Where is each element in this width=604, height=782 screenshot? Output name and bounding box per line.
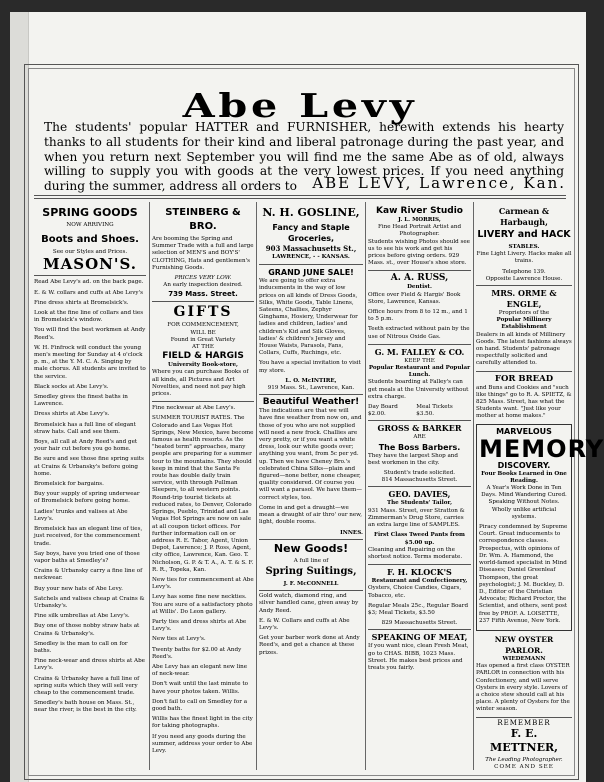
suitings-pre: A full line of: [293, 557, 329, 564]
local-item: Buy your supply of spring underwear of Bromelsick before going home.: [34, 491, 140, 505]
column-3: [259, 206, 363, 772]
ad-divider: [368, 564, 471, 565]
local-item: Buy your new hats of Abe Levy.: [34, 585, 123, 592]
june-sale-address: 919 Mass. St., Lawrence, Kan.: [267, 385, 355, 392]
ad-divider: [368, 344, 471, 345]
memory-marvelous: MARVELOUS: [496, 426, 552, 436]
bread-title: FOR BREAD: [494, 373, 554, 384]
memory-headline: MEMORY: [479, 434, 604, 463]
klock-body: Oysters, Choice Candies, Cigars, Tobacco, etc.: [368, 585, 462, 599]
engle-prop: Proprietors of the: [498, 310, 550, 317]
local-item: Say boys, have you tried one of those vapor baths at Smedley's?: [34, 550, 140, 564]
kaw-river-title: Kaw River Studio: [376, 206, 463, 216]
remember-label: REMEMBER: [497, 718, 551, 727]
klock-address: 829 Massachusetts Street.: [381, 620, 458, 627]
mettner-come: COME AND SEE: [494, 763, 554, 770]
local-item: Ladies' trunks and valises at Abe Levy's.: [34, 508, 128, 522]
local-item: Satchels and valises cheap at Crains & Urbansky's.: [34, 595, 145, 609]
local-item: Levy has some fine new neckties. You are sure of a satisfactory photo at Willis'. Do Leon gallery.: [152, 594, 253, 615]
local-item: Fine dress shirts at Bromelsick's.: [34, 299, 129, 306]
ad-divider: [259, 394, 363, 395]
russ-teeth: Teeth extracted without pain by the use of Nitrous Oxide Gas.: [368, 326, 470, 340]
ad-divider: [34, 275, 146, 276]
local-item: Bromelsick has a full line of elegant straw hats. Call and see them.: [34, 421, 136, 435]
spring-goods-title: SPRING GOODS: [42, 206, 138, 219]
newspaper-page: [10, 12, 604, 782]
local-item: Don't wait until the last minute to have your photos taken. Willis.: [152, 681, 248, 695]
steinberg-prices: PRICES VERY LOW.: [174, 275, 232, 282]
russ-title: A. A. RUSS,: [390, 273, 449, 284]
column-divider: [149, 202, 150, 770]
kaw-river-owner: J. L. MORRIS,: [398, 217, 441, 223]
steinberg-title: STEINBERG & BRO.: [165, 207, 241, 232]
local-item: Look at the fine line of collars and ties in Bromelsick's window.: [34, 310, 144, 324]
falley-keep: KEEP THE: [404, 357, 435, 364]
meat-title: SPEAKING OF MEAT,: [371, 632, 468, 643]
local-item: Smedley is the man to call on for baths.: [34, 640, 128, 654]
gross-trade: Student's trade solicited.: [383, 470, 456, 477]
local-item: Twenty baths for $2.00 at Andy Reed's.: [152, 646, 242, 660]
june-sale-title: GRAND JUNE SALE!: [268, 268, 354, 278]
weather-body2: Come in and get a draught—we mean a draught of air thro' our new, light, double rooms.: [259, 504, 363, 526]
local-item: New ties for commencement at Abe Levy's.: [152, 576, 254, 591]
boots-shoes-title: Boots and Shoes.: [41, 234, 139, 246]
ad-divider: [368, 486, 471, 487]
memory-ad: [476, 424, 604, 631]
local-item: Willis has the finest light in the city for taking photographs.: [152, 716, 253, 730]
local-item: If you need any goods during the summer, address your order to Abe Levy.: [152, 733, 253, 754]
memory-discovery: DISCOVERY.: [497, 460, 551, 470]
ad-divider: [152, 401, 254, 402]
styles-line: See our Styles and Prices.: [52, 249, 128, 256]
russ-dentist: Dentist.: [407, 284, 432, 291]
local-item: Crains & Urbansky have a full line of spring suits which they will sell very cheap to the commencement trade.: [34, 675, 140, 696]
livery-body: Fine Light Livery. Hacks make all trains.: [476, 251, 572, 265]
gosline-title2: Fancy and Staple Groceries,: [272, 223, 350, 243]
local-item: Party ties and dress shirts at Abe Levy's.: [152, 618, 247, 633]
bread-body: and Buns and Cookies and "such like things" go to R. A. SPIETZ, & 825 Mass. Street, has what the Students want. "Just like your mother at home makes.": [476, 384, 572, 420]
intro-paragraph: The students' popular HATTER and FURNISHER, herewith extends his hearty thanks to all students for their kind and liberal patronage during the past year, and when you return next September you will find me the same Abe as of old, always willing to supply you with goods at the very lowest prices. If you need anything during the summer, address all orders to: [44, 120, 564, 194]
gifts-title: GIFTS: [173, 304, 233, 321]
livery-title: LIVERY and HACK: [477, 229, 571, 240]
livery-location: Opposite Lawrence House.: [485, 275, 563, 282]
local-item: Boys, all call at Andy Reed's and get your hair cut before you go home.: [34, 439, 138, 453]
local-item: New ties at Levy's.: [152, 636, 206, 643]
ad-divider: [368, 420, 471, 421]
local-item: W. H. Finfrock will conduct the young men's meeting for Sunday at 4 o'clock p. m., at the Y. M. C. A. Singing by male chorus. All students are invited to the service.: [34, 344, 146, 380]
column-divider: [365, 202, 366, 770]
memory-body: Piracy condemned by Supreme Court. Great inducements to correspondence classes. Prospectus, with opinions of Dr. Wm. A. Hammond, the world-famed specialist in Mind Diseases; Daniel Greenleaf Thompson, the great psychologist; J. M. Buckley, D. D., Editor of the Christian Advocate; Richard Proctor, the Scientist, and others, sent post free by PROF. A. LOISETTE, 237 Fifth Avenue, New York.: [479, 524, 568, 624]
column-divider: [256, 202, 257, 770]
oyster-body: Has opened a first class OYSTER PARLOR in connection with his Confectionery, and will serve Oysters in every style. Lovers of a choice stew should call at his place. A plenty of Oysters for the winter season.: [476, 663, 570, 713]
suitings-sign: J. F. McCONNELL: [283, 580, 339, 587]
now-arriving: NOW ARRIVING: [66, 222, 114, 228]
davies-body: 931 Mass. Street, over Stratton & Zimmerman's Drug Store, carries an extra large line of SAMPLES.: [368, 507, 465, 529]
stables-label: STABLES.: [508, 244, 540, 250]
banner-title: Abe Levy: [182, 86, 418, 125]
falley-meal-tickets: Meal Tickets $3.50.: [416, 404, 453, 418]
ad-divider: [476, 285, 572, 286]
engle-establishment: Popular Millinery Establishment: [496, 317, 552, 331]
mettner-title: F. E. METTNER,: [490, 726, 558, 754]
ad-divider: [476, 717, 572, 718]
russ-body: Office over Field & Hargis' Book Store, Lawrence, Kansas.: [368, 291, 461, 305]
local-item: Get your barber work done at Andy Reed's, and get a chance at these prizes.: [259, 635, 360, 656]
mettner-body: The Leading Photographer.: [485, 756, 563, 763]
field-hargis-title: FIELD & HARGIS: [162, 351, 244, 362]
meat-body: If you want nice, clean Fresh Meat, go to CHAS. BIBB, 1023 Mass. Street. He makes best prices and treats you fairly.: [368, 643, 469, 671]
column-4: [368, 206, 471, 772]
local-item: Crains & Urbansky carry a fine line of neckwear.: [34, 568, 143, 582]
gross-address: 814 Massachusetts Street.: [381, 477, 458, 484]
column-2: [152, 206, 254, 772]
section-divider-secondary: [34, 198, 566, 199]
local-item: E. & W. collars and cuffs at Abe Levy's: [34, 289, 143, 296]
engle-body: Dealers in all kinds of Millinery Goods. The latest fashions always on hand. Students' patronage respectfully solicited and carefully attended to.: [476, 331, 572, 367]
livery-telephone: Telephone 139.: [502, 268, 546, 275]
column-1: [34, 206, 146, 772]
local-item: Buy one of those nobby straw hats at Crains & Urbansky's.: [34, 623, 140, 637]
ad-divider: [368, 270, 471, 271]
new-goods-title: New Goods!: [273, 541, 349, 555]
falley-body: Students boarding at Falley's can get meals at the University without extra charge.: [368, 379, 469, 400]
masons-title: MASON'S.: [43, 255, 137, 274]
steinberg-body: Are booming the Spring and Summer Trade with a full and large selection of MEN'S and BOY'S' CLOTHING, Hats and gentlemen's Furnishing Goods.: [152, 236, 254, 271]
suitings-title: Spring Suitings,: [265, 565, 357, 577]
gifts-at-the: AT THE: [192, 344, 214, 351]
falley-rates: [368, 404, 471, 418]
ad-divider: [476, 371, 572, 372]
local-item: Read Abe Levy's ad. on the back page.: [34, 279, 144, 286]
oyster-title: NEW OYSTER PARLOR.: [494, 634, 554, 655]
ad-divider: [368, 629, 471, 630]
gross-barker-title: GROSS & BARKER: [377, 423, 462, 434]
klock-sub: Restaurant and Confectionery,: [371, 578, 468, 585]
local-item: Smedley's bath house on Mass. St., near the river, is the best in the city.: [34, 700, 137, 714]
davies-title: GEO. DAVIES,: [388, 489, 451, 500]
weather-title: Beautiful Weather!: [262, 397, 360, 408]
falley-day-board: Day Board $2.00.: [368, 404, 398, 418]
davies-clean: Cleaning and Repairing on the shortest notice. Terms moderate.: [368, 546, 463, 560]
weather-body: The indications are that we will have fine weather from now on, and those of you who are not supplied will need a new frock. Challies are very pretty, or if you want a white dress, look our white goods over; anything you want, from 5c per yd. up. Then we have Cheney Bro.'s celebrated China Silks—plain and figured—none better, none cheaper, quality considered. Of course you will want a parasol. We have them—correct styles, too.: [259, 408, 362, 501]
local-item: E. & W. Collars and cuffs at Abe Levy's.: [259, 617, 350, 631]
gosline-address: 903 Massachusetts St.,: [265, 244, 357, 253]
june-sale-invitation: You have a special invitation to visit my store.: [259, 360, 361, 374]
ad-divider: [259, 590, 363, 591]
june-sale-sign: L. O. McINTIRE,: [285, 377, 337, 384]
local-item: Gold watch, diamond ring, and silver handled cane, given away by Andy Reed.: [259, 593, 359, 614]
ad-divider: [259, 539, 363, 540]
column-5: [476, 206, 604, 772]
steinberg-address: 739 Mass. Street.: [168, 290, 238, 299]
klock-meals: Regular Meals 25c., Regular Board $3; Meal Tickets, $3.50: [368, 602, 469, 616]
local-item: Black socks at Abe Levy's.: [34, 383, 109, 390]
local-item: Fine neckwear at Abe Levy's.: [152, 405, 236, 412]
local-item: Smedley gives the finest baths in Lawrence.: [34, 394, 128, 408]
gifts-will-be: WILL BE: [190, 329, 216, 336]
local-item: Fine neck-wear and dress shirts at Abe Levy's.: [34, 658, 145, 672]
davies-pants: First Class Tweed Pants from $5.00 up.: [374, 532, 465, 546]
section-divider: [34, 195, 566, 196]
gross-are: ARE: [413, 434, 426, 441]
falley-restaurant: Popular Restaurant and Popular Lunch.: [368, 365, 471, 379]
gosline-title: N. H. GOSLINE,: [262, 206, 360, 219]
local-item: Bromelsick for bargains.: [34, 481, 104, 488]
local-item: Fine silk umbrellas at Abe Levy's.: [34, 613, 130, 620]
local-item: Bromelsick has an elegant line of ties, just received, for the commencement trade.: [34, 526, 143, 547]
field-hargis-sub: University Book-store,: [168, 362, 238, 369]
russ-hours: Office hours from 8 to 12 m., and 1 to 5 p.m.: [368, 309, 468, 323]
gifts-found: Found in Great Variety: [170, 336, 236, 343]
oyster-owner: WIEDEMANN: [502, 655, 546, 662]
ad-divider: [259, 264, 363, 265]
june-sale-body: We are going to offer extra inducements in the way of low prices on all kinds of Dress Goods, Silks, White Goods, Table Linens, Sateens, Challies, Zephyr Ginghams, Hosiery, Underwear for ladies and children, ladies' and children's Kid and Silk Gloves, ladies' & children's Jersey and House Waists, Parasols, Fans, Collars, Cuffs, Ruchings, etc.: [259, 278, 358, 357]
davies-sub: The Students' Tailor,: [386, 500, 453, 507]
gross-body: They have the largest Shop and best workmen in the city.: [368, 452, 458, 466]
local-item: Don't fail to call on Smedley for a good bath.: [152, 698, 248, 712]
signature: ABE LEVY, Lawrence, Kan.: [312, 174, 566, 192]
ad-divider: [152, 301, 254, 302]
local-item: SUMMER TOURIST RATES. The Colorado and Las Vegas Hot Springs, New Mexico, have become famous as health resorts. As the "heated term" approaches, many people are preparing for a summer tour to the mountains. They should keep in mind that the Santa Fe route has double daily train service, with through Pullman Sleepers, to all western points. Round-trip tourist tickets at reduced rates, to Denver, Colorado Springs, Pueblo, Trinidad and Las Vegas Hot Springs are now on sale at all coupon ticket offices. For further information call on or address R. E. Tabor, Agent, Union Depot, Lawrence; J. P. Ross, Agent, city office, Lawrence, Kan. Geo. T. Nicholson, G. P. & T. A., A. T. & S. F. R. R., Topeka, Kan.: [152, 415, 254, 573]
falley-title: G. M. FALLEY & CO.: [374, 346, 465, 357]
memory-year-work: A Year's Work Done in Ten Days. Mind Wandering Cured. Speaking Without Notes. Wholly unlike artificial systems.: [481, 485, 567, 520]
local-item: You will find the best workmen at Andy Reed's.: [34, 327, 146, 341]
local-item: Dress shirts at Abe Levy's.: [34, 411, 110, 418]
gifts-sub: FOR COMMENCEMENT,: [167, 322, 239, 329]
kaw-river-body: Students wishing Photos should see us to see his work and get his prices before giving orders. 929 Mass. st., over House's shoe store.: [368, 238, 470, 267]
boss-barbers-title: The Boss Barbers.: [378, 442, 461, 452]
carmean-title: Carmean & Harbaugh,: [498, 206, 550, 227]
engle-title: MRS. ORME & ENGLE,: [491, 288, 557, 310]
steinberg-inspection: An early inspection desired.: [163, 282, 243, 289]
field-hargis-body: Where you can purchase Books of all kinds, all Pictures and Art Novelties, and need not pay high prices.: [152, 369, 249, 398]
gosline-city: LAWRENCE, - - KANSAS.: [272, 254, 350, 260]
local-item: Abe Levy has an elegant new line of neck-wear.: [152, 663, 248, 678]
kaw-river-sub: Fine Head Portrait Artist and Photographer.: [377, 224, 462, 238]
column-divider: [473, 202, 474, 770]
local-item: Be sure and see those fine spring suits at Crains & Urbansky's before going home.: [34, 456, 144, 477]
klock-title: F. H. KLOCK'S: [387, 567, 452, 578]
memory-four-books: Four Books Learned in One Reading.: [481, 470, 567, 484]
weather-sign: INNES.: [340, 529, 363, 536]
